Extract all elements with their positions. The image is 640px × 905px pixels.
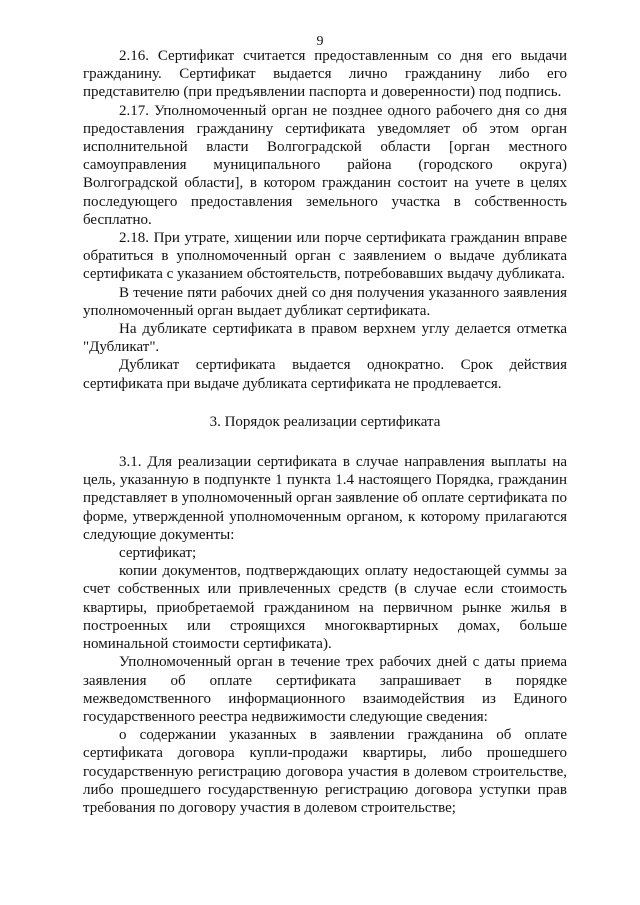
list-item-contract-info: о содержании указанных в заявлении гражданина об оплате сертификата договора купли-продажи квартиры, либо прошедшего государственную регистрацию договора участия в долевом строительстве, либо прошедшего государственную регистрацию договора уступки прав требования по договору участия в долевом строительстве;	[83, 727, 567, 816]
page-number: 9	[316, 34, 324, 49]
paragraph-2-17: 2.17. Уполномоченный орган не позднее одного рабочего дня со дня предоставления гражданину сертификата уведомляет об этом орган исполнительной власти Волгоградской области [орган местного самоуправления муниципального района (городского округа) Волгоградской области], в котором гражданин состоит на учете в целях последующего предоставления земельного участка в собственность бесплатно.	[83, 102, 567, 228]
paragraph-2-16: 2.16. Сертификат считается предоставленным со дня его выдачи гражданину. Сертификат выдается лично гражданину либо его представителю (при предъявлении паспорта и доверенности) под подпись.	[83, 48, 567, 101]
list-item-payment-copies: копии документов, подтверждающих оплату недостающей суммы за счет собственных или привлеченных средств (в случае если стоимость квартиры, приобретаемой гражданином на первичном рынке жилья в построенных или строящихся многоквартирных домах, больше номинальной стоимости сертификата).	[83, 563, 567, 653]
paragraph-registry-request: Уполномоченный орган в течение трех рабочих дней с даты приема заявления об оплате сертификата запрашивает в порядке межведомственного информационного взаимодействия из Единого государственного реестра недвижимости следующие сведения:	[83, 654, 567, 725]
paragraph-3-1: 3.1. Для реализации сертификата в случае направления выплаты на цель, указанную в подпункте 1 пункта 1.4 настоящего Порядка, гражданин представляет в уполномоченный орган заявление об оплате сертификата по форме, утвержденной уполномоченным органом, к которому прилагаются следующие документы:	[83, 454, 567, 543]
paragraph-duplicate-once: Дубликат сертификата выдается однократно. Срок действия сертификата при выдаче дубликата сертификата не продлевается.	[83, 357, 567, 392]
document-body	[83, 47, 567, 817]
paragraph-duplicate-term: В течение пяти рабочих дней со дня получения указанного заявления уполномоченный орган выдает дубликат сертификата.	[83, 284, 567, 319]
section-3-heading: 3. Порядок реализации сертификата	[209, 413, 441, 430]
paragraph-2-18: 2.18. При утрате, хищении или порче сертификата гражданин вправе обратиться в уполномоченный орган с заявлением о выдаче дубликата сертификата с указанием обстоятельств, потребовавших выдачу дубликата.	[83, 230, 567, 283]
paragraph-duplicate-mark: На дубликате сертификата в правом верхнем углу делается отметка "Дубликат".	[83, 321, 567, 356]
list-item-certificate: сертификат;	[119, 545, 197, 562]
